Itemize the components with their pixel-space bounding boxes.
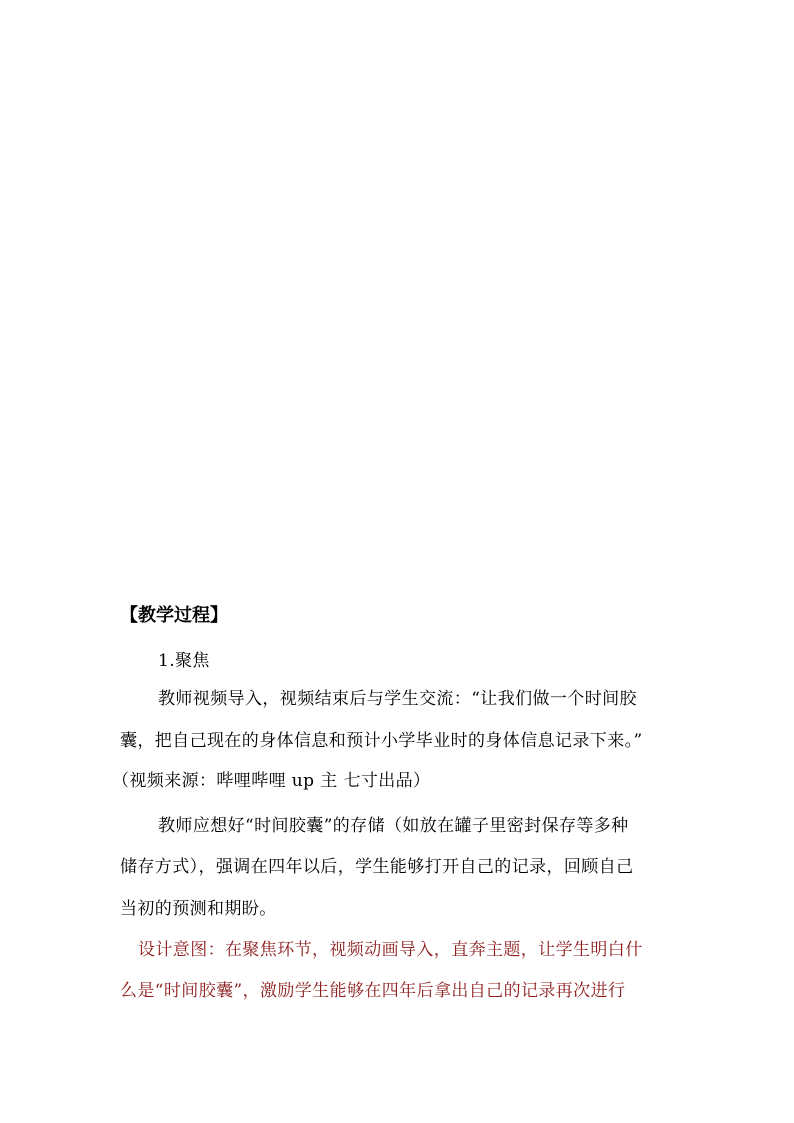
paragraph-2-line-2: 储存方式），强调在四年以后，学生能够打开自己的记录，回顾自己 (120, 857, 634, 877)
paragraph-1-line-3: （视频来源：哔哩哔哩 up 主 七寸出品） (112, 771, 431, 791)
section-heading: 【教学过程】 (120, 605, 228, 626)
step-title: 1.聚焦 (158, 651, 210, 671)
paragraph-1-line-1: 教师视频导入，视频结束后与学生交流：“让我们做一个时间胶 (158, 689, 637, 709)
paragraph-2-line-1: 教师应想好“时间胶囊”的存储（如放在罐子里密封保存等多种 (158, 816, 629, 836)
design-intent-line-2: 么是“时间胶囊”，激励学生能够在四年后拿出自己的记录再次进行 (120, 981, 626, 1001)
design-intent-line-1: 设计意图：在聚焦环节，视频动画导入，直奔主题，让学生明白什 (138, 940, 643, 960)
paragraph-2-line-3: 当初的预测和期盼。 (120, 899, 277, 919)
paragraph-1-line-2: 囊，把自己现在的身体信息和预计小学毕业时的身体信息记录下来。” (120, 731, 643, 751)
